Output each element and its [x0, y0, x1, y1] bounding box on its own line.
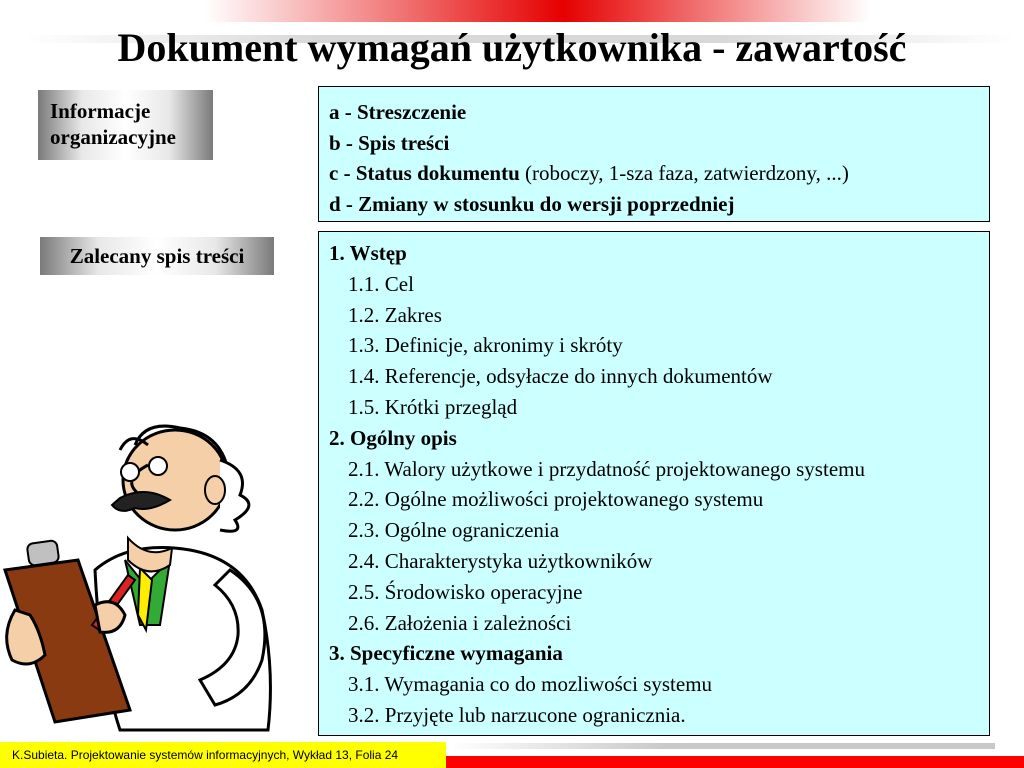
toc-item-1-1: 1.1. Cel [348, 271, 414, 296]
toc-item-1-3: 1.3. Definicje, akronimy i skróty [348, 333, 623, 358]
slide-footer: K.Subieta. Projektowanie systemów informacyjnych, Wykład 13, Folia 24 [0, 742, 446, 768]
org-info-box [318, 86, 990, 222]
toc-tag: Zalecany spis treści [40, 237, 274, 275]
org-item-c [329, 158, 989, 189]
org-item-a: a - Streszczenie [329, 100, 467, 124]
org-info-tag-line1: Informacje [50, 99, 151, 123]
toc-item-1-5: 1.5. Krótki przegląd [348, 394, 518, 419]
toc-section-1: 1. Wstęp [329, 241, 407, 265]
toc-item-2-3: 2.3. Ogólne ograniczenia [348, 518, 560, 543]
footer-divider [450, 743, 995, 749]
toc-item-1-2: 1.2. Zakres [348, 302, 442, 327]
toc-item-2-2: 2.2. Ogólne możliwości projektowanego systemu [348, 487, 764, 512]
org-item-c-detail: (roboczy, 1-sza faza, zatwierdzony, ...) [519, 161, 849, 185]
org-item-b: b - Spis treści [329, 130, 450, 155]
toc-item-2-5: 2.5. Środowisko operacyjne [348, 579, 583, 604]
toc-item-1-4: 1.4. Referencje, odsyłacze do innych dokumentów [348, 364, 773, 389]
top-decorative-bar [0, 0, 1024, 22]
toc-section-2: 2. Ogólny opis [329, 425, 457, 450]
toc-item-2-6: 2.6. Założenia i zależności [348, 610, 572, 635]
toc-item-2-4: 2.4. Charakterystyka użytkowników [348, 548, 653, 573]
slide-title: Dokument wymagań użytkownika - zawartość [117, 25, 907, 70]
toc-box [318, 231, 990, 736]
toc-item-2-1: 2.1. Walory użytkowe i przydatność projektowanego systemu [348, 456, 865, 481]
footer-red-bar [446, 756, 1024, 768]
toc-item-3-1: 3.1. Wymagania co do mozliwości systemu [348, 672, 713, 697]
org-item-c-label: c - Status dokumentu [329, 161, 520, 185]
professor-clipboard-icon [0, 420, 290, 740]
toc-item-3-2: 3.2. Przyjęte lub narzucone ogranicznia. [348, 702, 686, 727]
org-info-tag-line2: organizacyjne [50, 125, 176, 149]
org-info-tag [38, 90, 213, 160]
toc-section-3: 3. Specyficzne wymagania [329, 641, 563, 666]
org-item-d: d - Zmiany w stosunku do wersji poprzedniej [329, 191, 735, 216]
